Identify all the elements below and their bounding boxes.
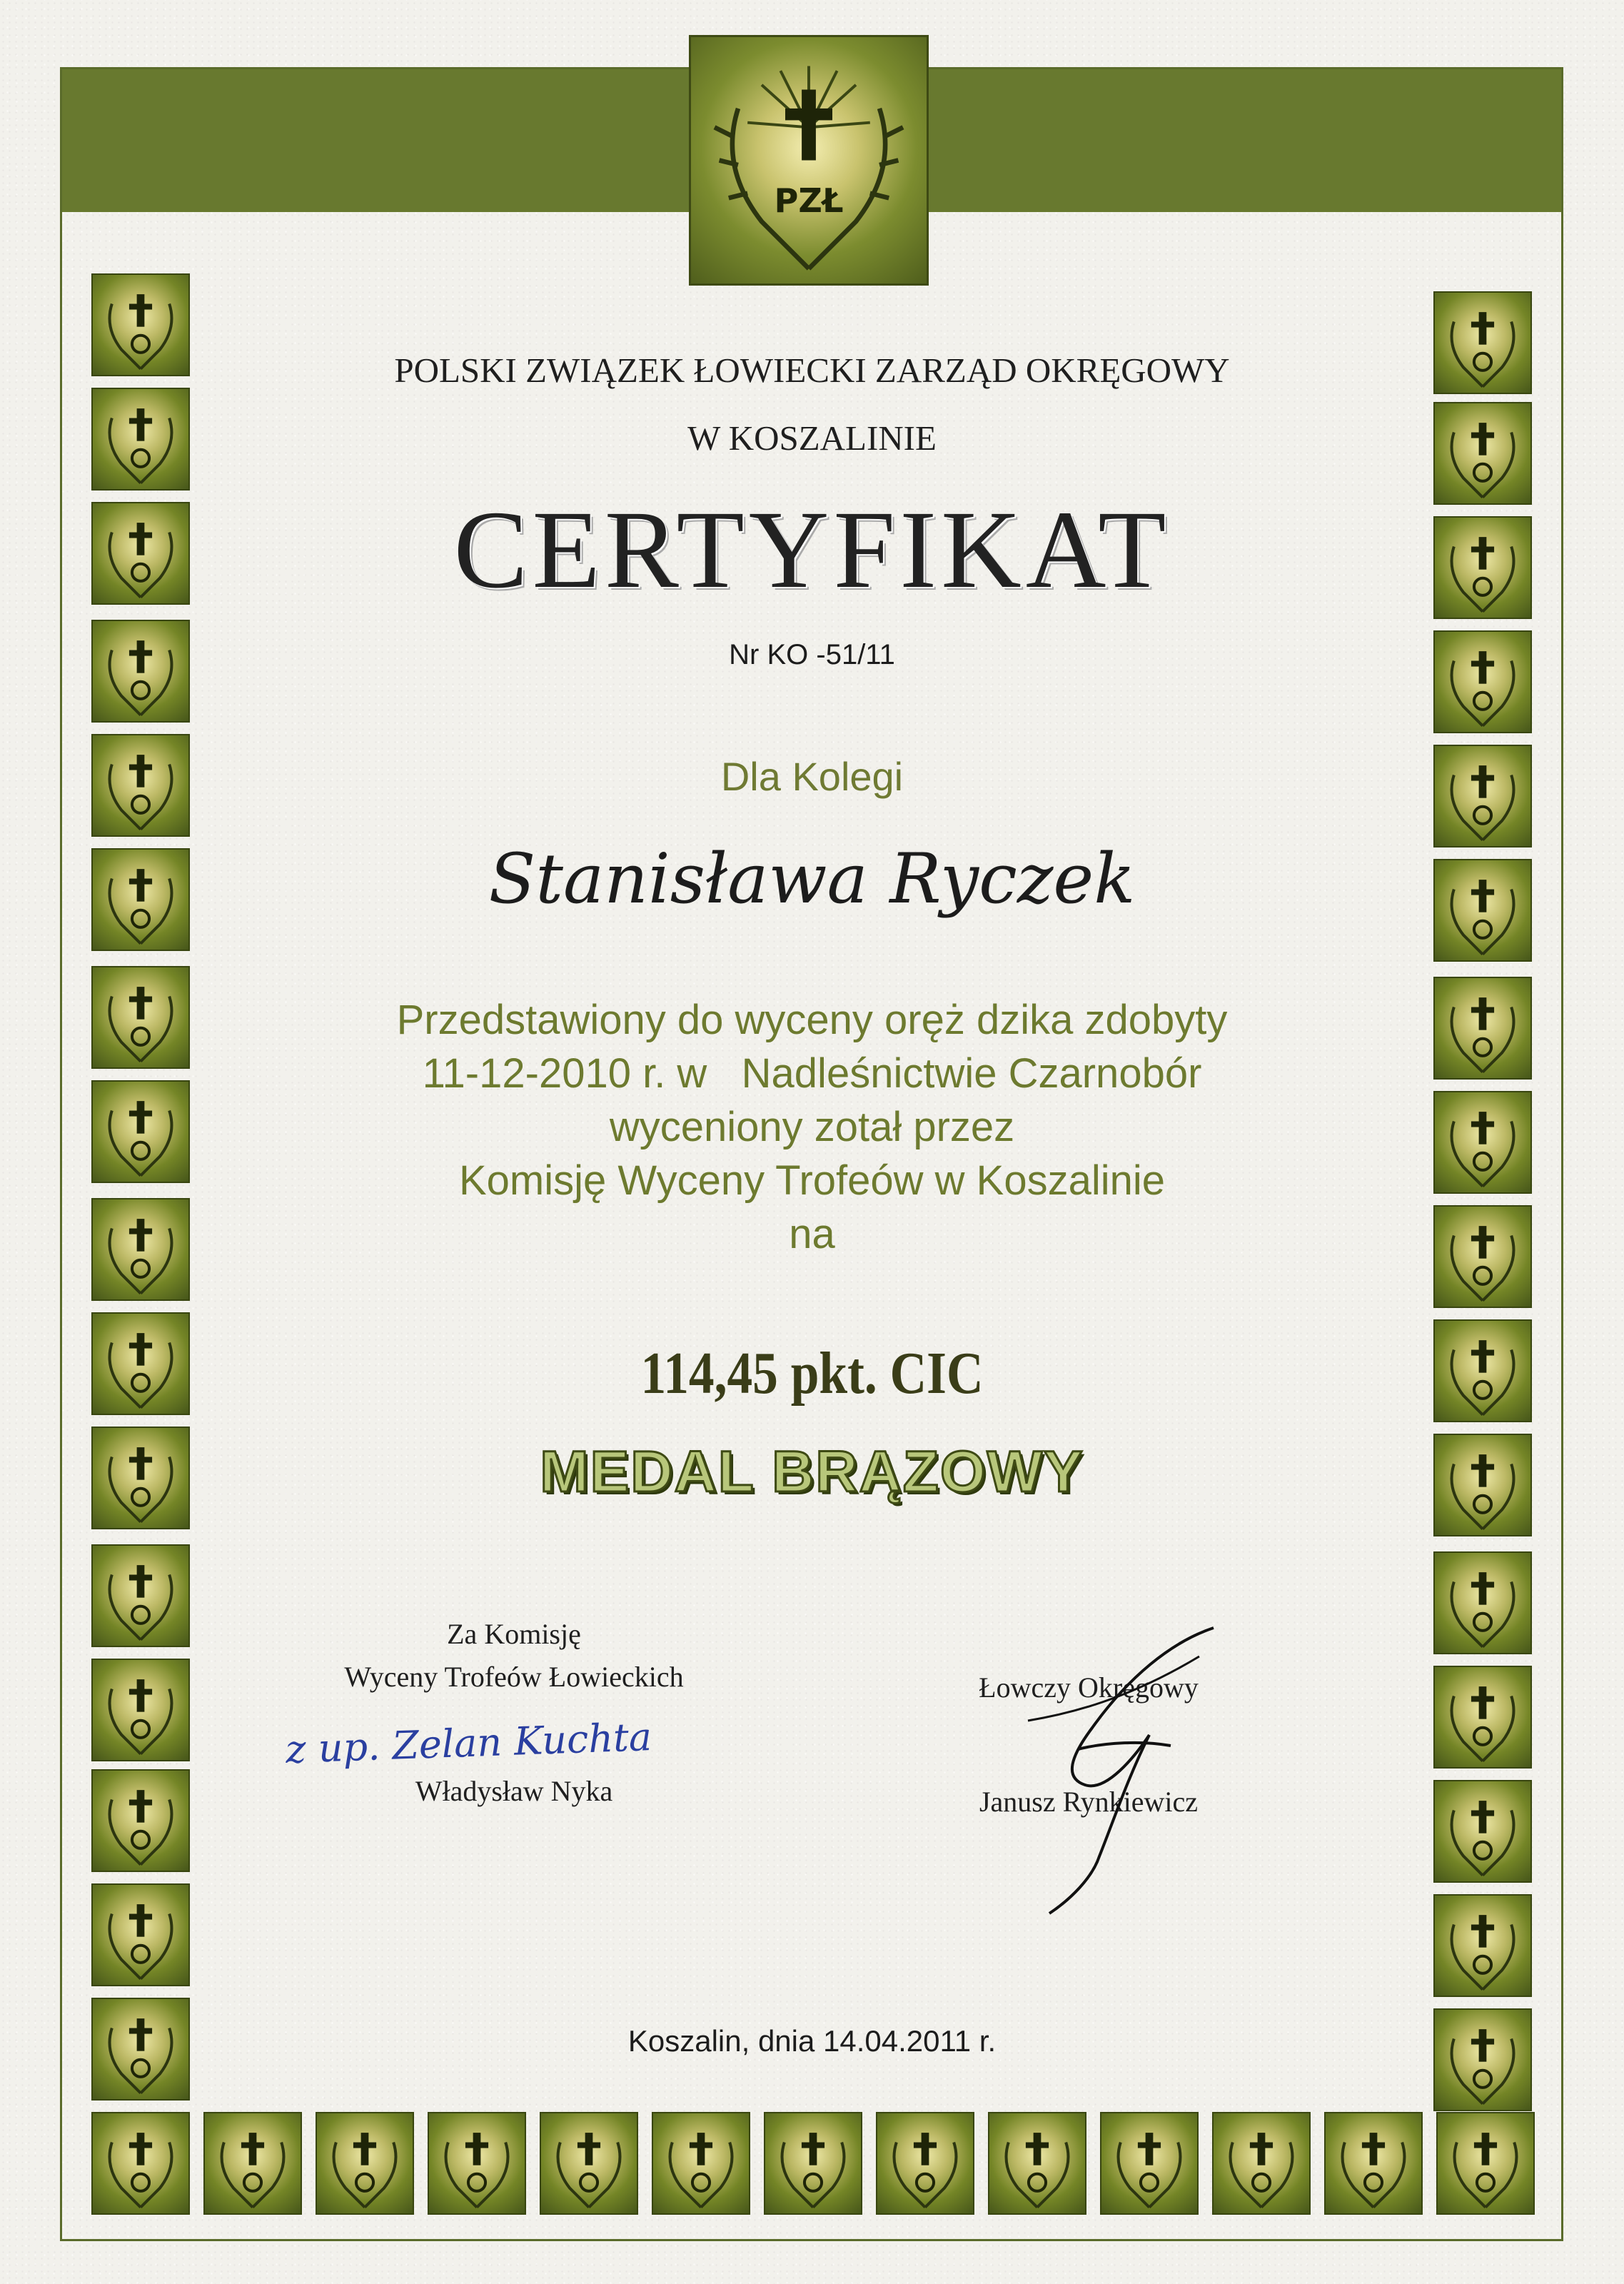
crest-tile-icon: [653, 2113, 749, 2213]
medal-title: MEDAL BRĄZOWY: [540, 1439, 1084, 1504]
place-and-date: Koszalin, dnia 14.04.2011 r.: [627, 2024, 997, 2058]
crest-tile-icon: [1435, 1667, 1530, 1767]
crest-tile-icon: [1101, 2113, 1197, 2213]
organization-city: W KOSZALINIE: [687, 418, 937, 458]
committee-label: Za Komisję: [447, 1618, 581, 1650]
crest-tile-icon: [1435, 2010, 1530, 2110]
pzl-crest-logo: [691, 37, 927, 283]
crest-tile-icon: [93, 1999, 188, 2099]
crest-tile-icon: [1435, 1896, 1530, 1996]
crest-tile-icon: [1438, 2113, 1533, 2213]
crest-tile-icon: [93, 1546, 188, 1646]
left-signatory-name: Władysław Nyka: [415, 1775, 613, 1807]
right-signatory-title: Łowczy Okręgowy: [979, 1671, 1199, 1704]
body-line: wyceniony zotał przez: [609, 1104, 1015, 1150]
crest-tile-icon: [93, 1082, 188, 1182]
crest-tile-icon: [1326, 2113, 1421, 2213]
crest-tile-icon: [93, 1885, 188, 1985]
crest-emblem-icon: [691, 37, 927, 283]
recipient-name: Stanisława Ryczek: [488, 839, 1136, 919]
signature-right-mark: [985, 1614, 1256, 1928]
crest-tile-icon: [205, 2113, 301, 2213]
crest-tile-icon: [317, 2113, 413, 2213]
crest-tile-icon: [765, 2113, 861, 2213]
crest-tile-icon: [1435, 860, 1530, 960]
crest-tile-icon: [541, 2113, 637, 2213]
body-line: Komisję Wyceny Trofeów w Koszalinie: [458, 1157, 1166, 1204]
crest-tile-icon: [1435, 632, 1530, 732]
crest-tile-icon: [1435, 1207, 1530, 1307]
body-line: na: [789, 1211, 835, 1257]
crest-tile-icon: [93, 1428, 188, 1528]
score: 114,45 pkt. CIC: [640, 1340, 984, 1407]
crest-tile-icon: [93, 2113, 188, 2213]
crest-tile-icon: [1435, 978, 1530, 1078]
crest-tile-icon: [1214, 2113, 1309, 2213]
crest-tile-icon: [93, 503, 188, 603]
crest-tile-icon: [989, 2113, 1085, 2213]
certificate-title: CERTYFIKAT: [453, 488, 1171, 611]
crest-tile-icon: [1435, 293, 1530, 393]
certificate-number: Nr KO -51/11: [729, 639, 895, 670]
crest-tile-icon: [1435, 1435, 1530, 1535]
committee-label: Wyceny Trofeów Łowieckich: [344, 1661, 684, 1693]
crest-tile-icon: [93, 735, 188, 835]
crest-tile-icon: [93, 850, 188, 950]
crest-tile-icon: [93, 275, 188, 375]
crest-tile-icon: [429, 2113, 525, 2213]
crest-tile-icon: [93, 1314, 188, 1414]
right-signatory-name: Janusz Rynkiewicz: [979, 1786, 1199, 1818]
handwritten-signature-left: z up. Zelan Kuchta: [285, 1714, 652, 1772]
salutation: Dla Kolegi: [720, 754, 904, 799]
crest-tile-icon: [1435, 1553, 1530, 1653]
certificate-frame: [60, 67, 1563, 2241]
crest-tile-icon: [1435, 403, 1530, 503]
crest-tile-icon: [1435, 1321, 1530, 1421]
crest-tile-icon: [1435, 746, 1530, 846]
organization-name: POLSKI ZWIĄZEK ŁOWIECKI ZARZĄD OKRĘGOWY: [394, 351, 1230, 390]
crest-tile-icon: [1435, 1781, 1530, 1881]
logo-text: PZŁ: [774, 181, 844, 221]
body-line: 11-12-2010 r. w Nadleśnictwie Czarnobór: [422, 1050, 1202, 1097]
body-line: Przedstawiony do wyceny oręż dzika zdobyty: [396, 997, 1228, 1043]
crest-tile-icon: [93, 1660, 188, 1760]
crest-tile-icon: [93, 1199, 188, 1299]
crest-tile-icon: [93, 1771, 188, 1871]
crest-tile-icon: [93, 621, 188, 721]
crest-tile-icon: [93, 389, 188, 489]
crest-tile-icon: [93, 967, 188, 1067]
crest-tile-icon: [1435, 1092, 1530, 1192]
crest-tile-icon: [877, 2113, 973, 2213]
crest-tile-icon: [1435, 518, 1530, 618]
